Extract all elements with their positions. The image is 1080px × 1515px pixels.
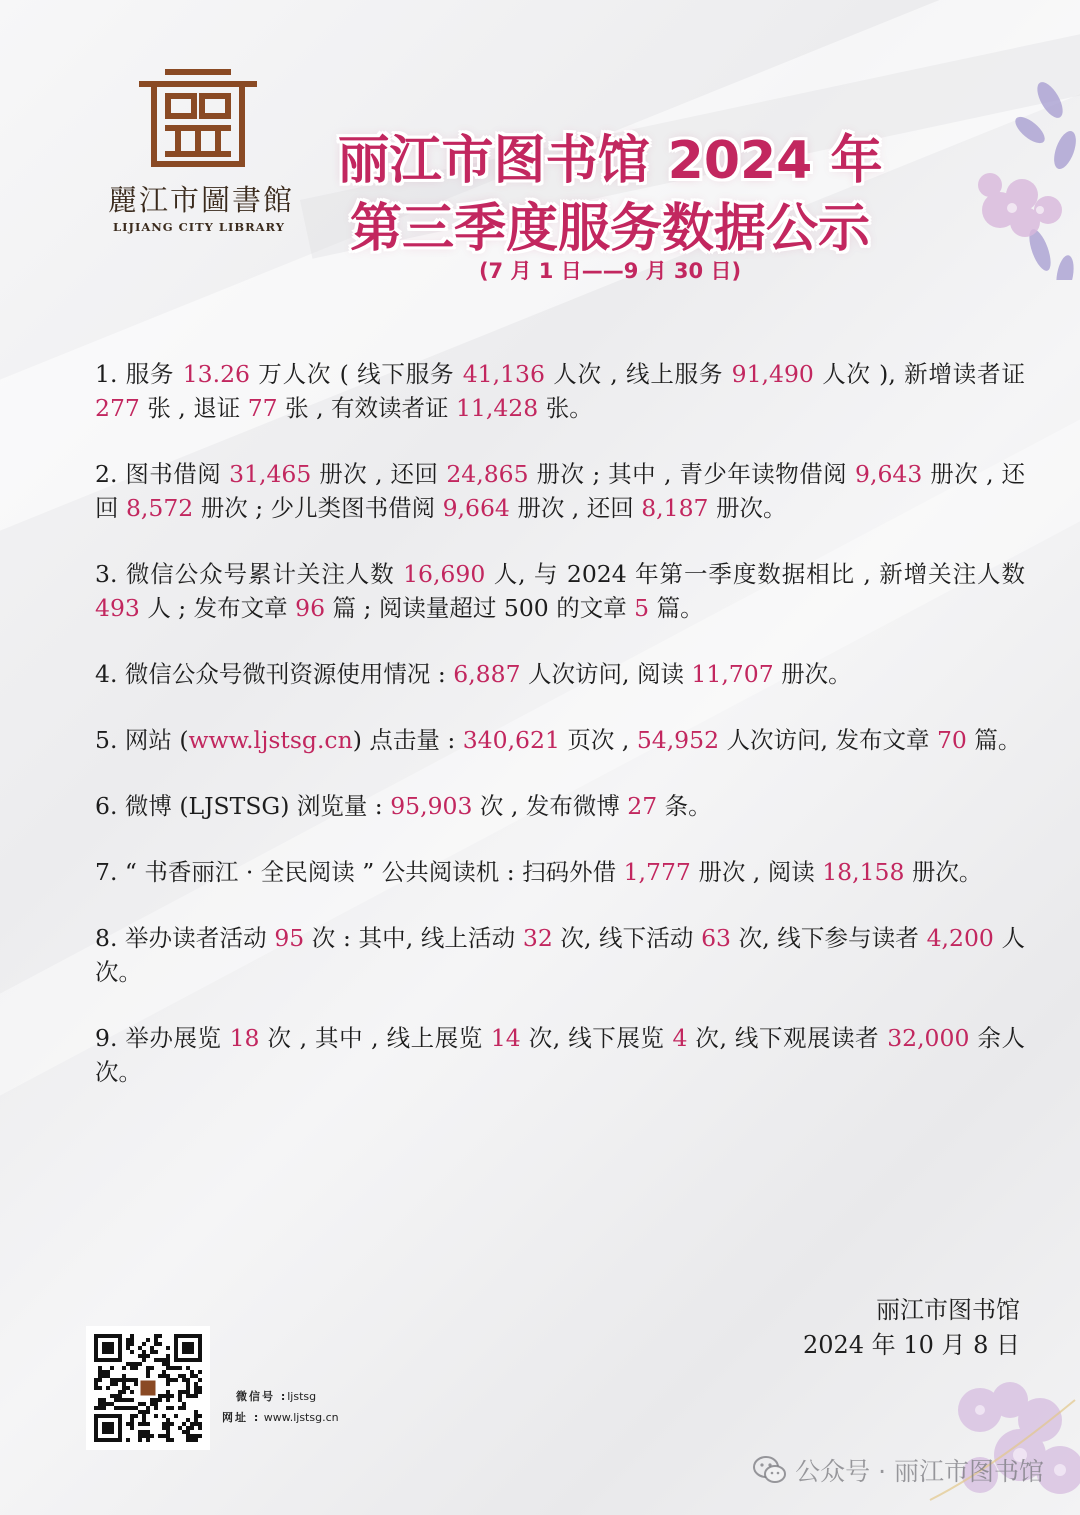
website-url[interactable]: www.ljstsg.cn [263,1411,339,1424]
stat-text: 次 , 其中 , 线上展览 [259,1024,491,1052]
stat-value: 9,664 [442,494,510,522]
stat-value: 96 [295,594,326,622]
signature-block [803,1293,1020,1363]
stat-text: 册次 ; 其中 , 青少年读物借阅 [528,460,856,488]
stat-text: 次 , 发布微博 [472,792,628,820]
stat-text: 人次访问, 阅读 [520,660,692,688]
stat-value: 8,572 [125,494,194,522]
stat-item [95,723,1025,757]
stat-text: 次, 线下参与读者 [731,924,927,952]
stat-item [95,855,1025,889]
stat-text: 张。 [538,394,593,422]
stat-text: 9. 举办展览 [95,1024,230,1052]
website-label: 网址 : [222,1411,261,1424]
stat-text: 册次 , 还回 [95,460,1025,522]
stat-item [95,789,1025,823]
stat-text: 8. 举办读者活动 [95,924,275,952]
stat-text: 人, 与 2024 年第一季度数据相比 , 新增关注人数 [485,560,1025,588]
stat-text: 7. “ 书香丽江 · 全民阅读 ” 公共阅读机 : 扫码外借 [95,858,624,886]
library-logo [108,68,295,238]
page-title: 丽江市图书馆 2024 年 [337,131,883,191]
stat-value: 91,490 [731,360,814,388]
stat-text: 册次 , 阅读 [690,858,823,886]
wechat-id: ljstsg [287,1390,317,1403]
stat-text: 1. 服务 [95,360,183,388]
stat-value: 70 [936,726,967,754]
stat-item [95,657,1025,691]
stat-text: 3. 微信公众号累计关注人数 [95,560,404,588]
stat-value: 11,428 [455,394,539,422]
stat-text: ) 点击量 : [352,726,463,754]
stat-value: www.ljstsg.cn [188,726,353,754]
stat-text: 册次。 [773,660,852,688]
stat-value: 277 [95,394,140,422]
stat-text: 册次 , 还回 [311,460,447,488]
stat-value: 13.26 [182,360,250,388]
stat-value: 77 [247,394,278,422]
stat-item [95,921,1025,989]
stat-text: 张 , 退证 [139,394,248,422]
wechat-watermark [753,1452,1044,1488]
stat-text: 次, 线下展览 [520,1024,673,1052]
stat-text: 人次。 [95,924,1025,986]
stat-text: 人次 , 线上服务 [544,360,732,388]
stat-text: 篇 ; 阅读量超过 500 的文章 [325,594,635,622]
stat-text: 册次。 [708,494,787,522]
wechat-icon [753,1455,787,1485]
watermark-text: 公众号 · 丽江市图书馆 [795,1457,1044,1486]
stat-text: 条。 [657,792,712,820]
logo-name-english: LIJIANG CITY LIBRARY [113,220,285,234]
stat-text: 次, 线下观展读者 [687,1024,888,1052]
stat-text: 篇。 [966,726,1022,754]
stat-item [95,557,1025,625]
stat-value: 1,777 [623,858,691,886]
statistics-list [95,357,1025,1121]
stat-value: 4,200 [926,924,994,952]
stat-value: 95 [274,924,305,952]
logo-name-chinese: 麗江市圖書館 [108,183,295,217]
stat-text: 人次访问, 发布文章 [719,726,937,754]
stat-text: 5. 网站 ( [95,726,189,754]
stat-value: 27 [627,792,658,820]
stat-text: 页次 , [559,726,637,754]
stat-value: 63 [701,924,732,952]
stat-value: 54,952 [636,726,720,754]
stat-value: 5 [634,594,650,622]
stat-text: 册次 , 还回 [509,494,642,522]
stat-value: 31,465 [229,460,312,488]
stat-item [95,457,1025,525]
stat-value: 18,158 [822,858,905,886]
stat-text: 人 ; 发布文章 [139,594,296,622]
stat-text: 2. 图书借阅 [95,460,230,488]
qr-code[interactable] [86,1326,210,1450]
stat-text: 6. 微博 (LJSTSG) 浏览量 : [95,792,391,820]
stat-value: 340,621 [462,726,560,754]
stat-text: 次 : 其中, 线上活动 [304,924,523,952]
stat-value: 8,187 [641,494,709,522]
stat-text: 篇。 [649,594,704,622]
date-range: (7 月 1 日——9 月 30 日) [478,259,742,283]
stat-value: 4 [672,1024,688,1052]
stat-text: 人次 ), 新增读者证 [813,360,1025,388]
stat-value: 11,707 [691,660,774,688]
stat-value: 16,690 [403,560,486,588]
stat-item [95,1021,1025,1089]
stat-value: 95,903 [390,792,473,820]
stat-text: 余人次。 [95,1024,1025,1086]
signature-date: 2024 年 10 月 8 日 [802,1331,1020,1359]
stat-value: 41,136 [462,360,545,388]
stat-text: 万人次 ( 线下服务 [249,360,463,388]
signature-org: 丽江市图书馆 [876,1296,1020,1324]
stat-value: 493 [95,594,140,622]
stat-value: 9,643 [855,460,923,488]
stat-value: 32 [522,924,553,952]
contact-info [222,1386,339,1428]
stat-value: 14 [490,1024,521,1052]
stat-text: 册次。 [904,858,983,886]
stat-value: 24,865 [446,460,529,488]
stat-value: 32,000 [887,1024,970,1052]
flower-decoration-icon [930,60,1080,280]
qr-code-icon [94,1334,202,1442]
library-seal-icon [136,68,260,176]
stat-value: 18 [229,1024,260,1052]
page-subtitle: 第三季度服务数据公示 [349,199,870,259]
stat-text: 次, 线下活动 [552,924,702,952]
stat-text: 张 , 有效读者证 [277,394,456,422]
stat-text: 4. 微信公众号微刊资源使用情况 : [95,660,454,688]
stat-value: 6,887 [453,660,521,688]
stat-text: 册次 ; 少儿类图书借阅 [193,494,443,522]
stat-item [95,357,1025,425]
wechat-label: 微信号 : [236,1390,288,1403]
